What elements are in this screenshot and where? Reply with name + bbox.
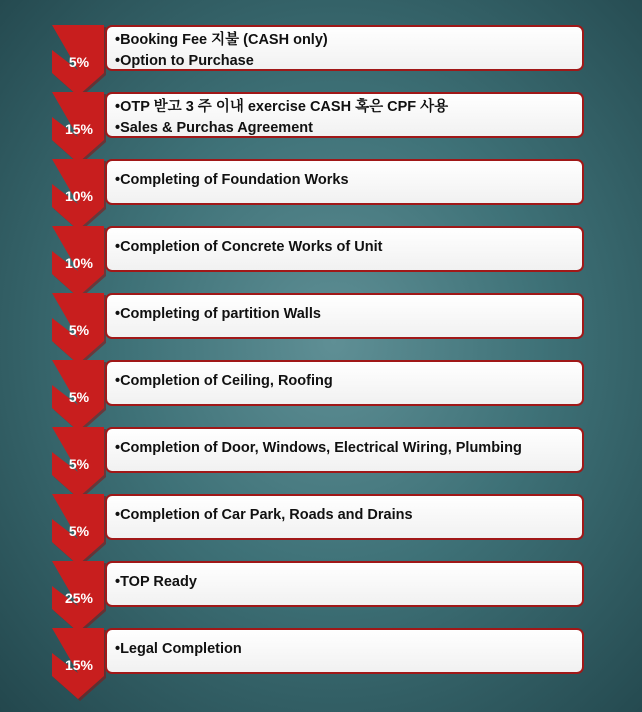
- percent-label: 5%: [68, 456, 90, 472]
- percent-label: 15%: [64, 657, 94, 673]
- step-description-line: •Completion of Ceiling, Roofing: [115, 373, 333, 389]
- step-description-box: [105, 628, 584, 674]
- step-description-line: •Option to Purchase: [115, 53, 254, 69]
- step-description-line: •Completion of Door, Windows, Electrical Wiring, Plumbing: [115, 440, 522, 456]
- step-row: [0, 293, 642, 360]
- step-description-box: [105, 293, 584, 339]
- step-description-line: •Completing of partition Walls: [115, 306, 321, 322]
- step-description-line: •OTP 받고 3 주 이내 exercise CASH 혹은 CPF 사용: [115, 99, 449, 115]
- percent-label: 5%: [68, 523, 90, 539]
- step-description-box: [105, 427, 584, 473]
- step-row: [0, 427, 642, 494]
- step-description-box: [105, 561, 584, 607]
- step-row: [0, 628, 642, 695]
- step-description-box: [105, 25, 584, 71]
- step-description-box: [105, 159, 584, 205]
- step-description-box: [105, 92, 584, 138]
- step-row: [0, 360, 642, 427]
- step-description-line: •Booking Fee 지불 (CASH only): [115, 32, 328, 48]
- step-row: [0, 561, 642, 628]
- step-description-line: •Completing of Foundation Works: [115, 172, 349, 188]
- percent-label: 5%: [68, 322, 90, 338]
- step-row: [0, 494, 642, 561]
- percent-label: 15%: [64, 121, 94, 137]
- percent-label: 25%: [64, 590, 94, 606]
- step-description-box: [105, 360, 584, 406]
- step-row: [0, 159, 642, 226]
- step-description-line: •Sales & Purchas Agreement: [115, 120, 313, 136]
- percent-label: 10%: [64, 188, 94, 204]
- step-description-box: [105, 226, 584, 272]
- step-row: [0, 25, 642, 92]
- step-description-line: •Completion of Concrete Works of Unit: [115, 239, 383, 255]
- percent-label: 10%: [64, 255, 94, 271]
- step-row: [0, 226, 642, 293]
- step-description-line: •TOP Ready: [115, 574, 197, 590]
- percent-label: 5%: [68, 54, 90, 70]
- step-description-line: •Legal Completion: [115, 641, 242, 657]
- step-description-box: [105, 494, 584, 540]
- step-row: [0, 92, 642, 159]
- step-description-line: •Completion of Car Park, Roads and Drains: [115, 507, 413, 523]
- percent-label: 5%: [68, 389, 90, 405]
